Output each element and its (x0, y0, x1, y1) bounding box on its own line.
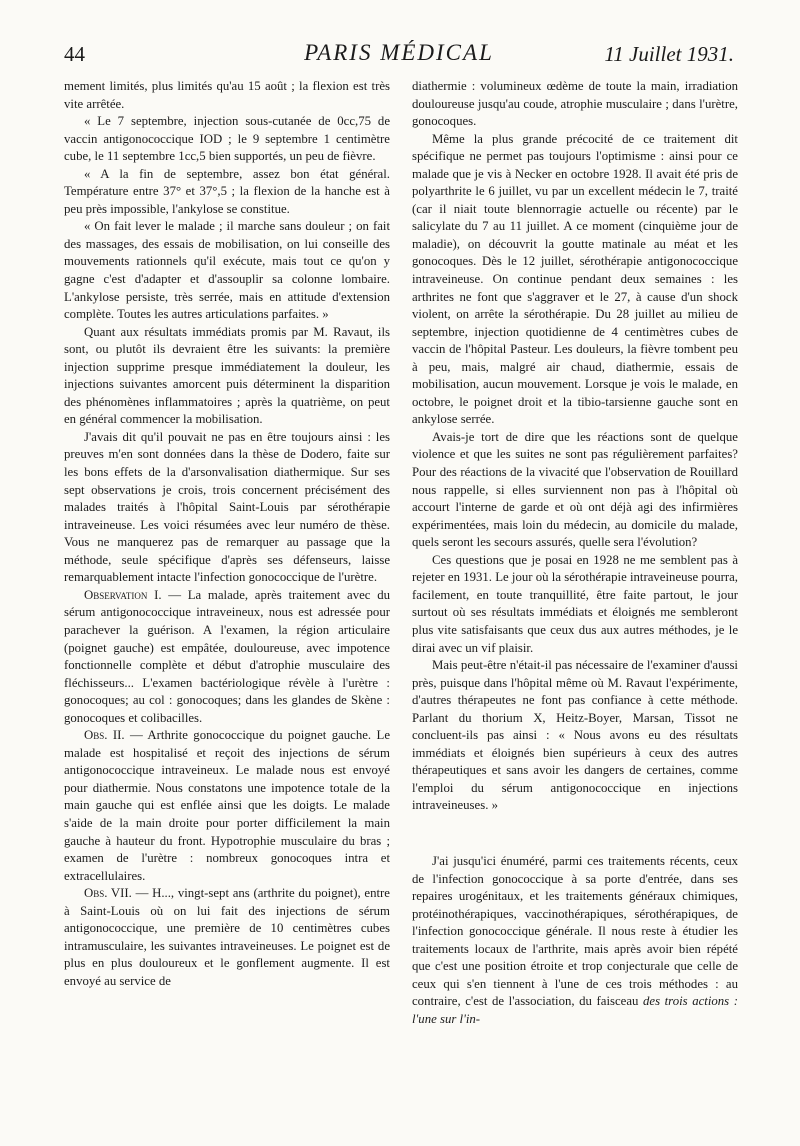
page-number: 44 (64, 42, 85, 66)
paragraph: « On fait lever le malade ; il marche sans douleur ; on fait des massages, des essais de mobilisation, on lui conseille des mouvements rationnels qu'il exécute, mais tout ce qu'on y gagne c'est d'adapter et d'assouplir sa colonne lombaire. L'ankylose persiste, très serrée, mais en attitude d'extension complète. Toutes les autres articulations parfaites. » (64, 219, 390, 322)
paragraph-text: J'ai jusqu'ici énuméré, parmi ces traitements récents, ceux de l'infection gonococcique à sa porte d'entrée, dans ses repaires urogénitaux, et les traitements généraux chimiques, protéinothérapiques, vaccinothérapiques, sérothérapiques, de l'infection gonococcique générale. Il nous reste à étudier les traitements locaux de l'arthrite, mais après avoir bien répété que c'est une position étroite et trop conjecturale que celle de ceux qui s'en tiennent à l'une de ces trois méthodes : au contraire, c'est de l'association, du faisceau (412, 853, 738, 1009)
right-column (412, 78, 738, 1028)
journal-title: PARIS MÉDICAL (304, 40, 494, 65)
paragraph: Ces questions que je posai en 1928 ne me semblent pas à rejeter en 1931. Le jour où la sérothérapie intraveineuse pourra, facilement, en toute tranquillité, être faite partout, le jour surtout où ses résultats immédiats et éloignés me sembleront plus vite satisfaisants que ceux dus aux autres méthodes, je le dirai avec un vif plaisir. (412, 552, 738, 655)
paragraph: « A la fin de septembre, assez bon état général. Température entre 37° et 37°,5 ; la flexion de la hanche est à peu près impossible, l'ankylose se constitue. (64, 166, 390, 216)
observation-text: — Arthrite gonococcique du poignet gauche. Le malade est hospitalisé et reçoit des injections de sérum antigonococcique intraveineux. Le malade nous est envoyé pour diathermie. Nous constatons une impotence totale de la main gauche qui est enflée ainsi que les doigts. Le malade s'aide de la main droite pour porter difficilement la main gauche à hauteur du front. Hypotrophie musculaire du bras ; examen de l'urètre : nombreux gonocoques intra et extracellulaires. (64, 728, 391, 883)
paragraph (412, 853, 738, 1028)
observation-label: Obs. VII. (84, 886, 132, 901)
observation-1 (64, 587, 390, 727)
paragraph: Avais-je tort de dire que les réactions sont de quelque violence et que les suites ne sont pas régulièrement parfaites? Pour des réactions de la vivacité que l'observation de Rouillard nous rappelle, si elles surviennent non pas à l'hôpital où accourt l'interne de garde et où ont déjà agi des infirmières expérimentées, mais loin du médecin, au domicile du malade, quels seront les secours assurés, quelle sera l'évolution? (412, 429, 738, 550)
paragraph: Même la plus grande précocité de ce traitement dit spécifique ne permet pas toujours l'optimisme : ainsi pour ce malade que je vis à Necker en octobre 1928. Il avait été pris de polyarthrite le 6 juillet, vu par un excellent médecin le 7, traité (car il niait toute blennorragie actuelle ou récente) par le salicylate du 7 au 11 juillet. A ce moment (cinquième jour de maladie), on découvrit la goutte matinale au méat et les gonocoques. Dès le 12 juillet, sérothérapie antigonococcique intraveineuse. On continue pendant deux semaines : les arthrites ne font que s'aggraver et le 27, à cause d'un shock violent, on arrête la sérothérapie. Du 28 juillet au milieu de septembre, injection quotidienne de 4 centimètres cubes de vaccin de l'hôpital Pasteur. Les douleurs, la fièvre tombent peu à peu, mais, malgré air chaud, diathermie, essais de mobilisation, aucun mouvement. Lorsque je vois le malade, en octobre, le poignet droit et la tibio-tarsienne gauche sont en ankylose serrée. (412, 131, 738, 427)
observation-7 (64, 885, 390, 990)
paragraph: J'avais dit qu'il pouvait ne pas en être toujours ainsi : les preuves m'en sont données dans la thèse de Dodero, faite sur les bons effets de la d'arsonvalisation diathermique. Sur ses sept observations je crois, trois concernent précisément des malades traités à l'hôpital Saint-Louis par sérothérapie intraveineuse. Les voici résumées avec leur numéro de thèse. Vous ne manquerez pas de remarquer au passage que la méthode, seule spécifique d'après ses défenseurs, laisse remarquablement intacte l'infection gonococcique de l'urètre. (64, 429, 390, 585)
observation-label: Observation I. (84, 587, 162, 602)
italic-phrase: des trois actions : l'une sur l'in- (412, 994, 738, 1026)
paragraph: Mais peut-être n'était-il pas nécessaire de l'examiner d'aussi près, puisque dans l'hôpital même où M. Ravaut l'expérimente, d'autres thérapeutes ne font pas confiance à cette méthode. Parlant du thorium X, Heitz-Boyer, Marsan, Tissot ne concluent-ils pas ainsi : « Nous avons eu des résultats immédiats et éloignés bien supérieurs à ceux des autres thérapeutiques et sans avoir les dangers de certaines, comme l'emploi du sérum antigonococcique en injections intraveineuses. » (412, 658, 738, 813)
left-column (64, 78, 390, 990)
observation-2 (64, 727, 390, 885)
section-break (412, 815, 738, 853)
running-header (64, 38, 734, 70)
observation-text: — H..., vingt-sept ans (arthrite du poignet), entre à Saint-Louis où on lui fait des injections de sérum antigonococcique, une première de 10 centimètres cubes intramusculaire, les suivantes intraveineuses. Le poignet est de plus en plus douloureux et le gonflement augmente. Il est envoyé au service de (64, 886, 390, 988)
issue-date: 11 Juillet 1931. (604, 42, 734, 66)
paragraph: diathermie : volumineux œdème de toute la main, irradiation douloureuse jusqu'au coude, atrophie musculaire ; dans l'urètre, gonocoques. (412, 79, 738, 129)
observation-text: — La malade, après traitement avec du sérum antigonococcique intraveineux, nous est adressée pour parachever la guérison. A l'examen, la région articulaire (poignet gauche) est empâtée, douloureuse, avec impotence fonctionnelle complète et début d'atrophie musculaire des fléchisseurs... L'examen bactériologique révèle à l'urètre : gonocoques; au col : gonocoques; dans les glandes de Skène : gonocoques et colibacilles. (64, 587, 390, 725)
paragraph: mement limités, plus limités qu'au 15 août ; la flexion est très vite arrêtée. (64, 79, 390, 111)
observation-label: Obs. II. (84, 728, 125, 743)
paragraph: « Le 7 septembre, injection sous-cutanée de 0cc,75 de vaccin antigonococcique IOD ; le 9 septembre 1 centimètre cube, le 11 septembre 1cc,5 bien supportés, un peu de fièvre. (64, 114, 390, 164)
paragraph: Quant aux résultats immédiats promis par M. Ravaut, ils sont, ou plutôt ils devraient être les suivants: la première injection supprime presque immédiatement la douleur, les injections suivantes amorcent puis déterminent la disparition des phénomènes inflammatoires ; après la quatrième, on peut en général commencer la mobilisation. (64, 324, 390, 427)
